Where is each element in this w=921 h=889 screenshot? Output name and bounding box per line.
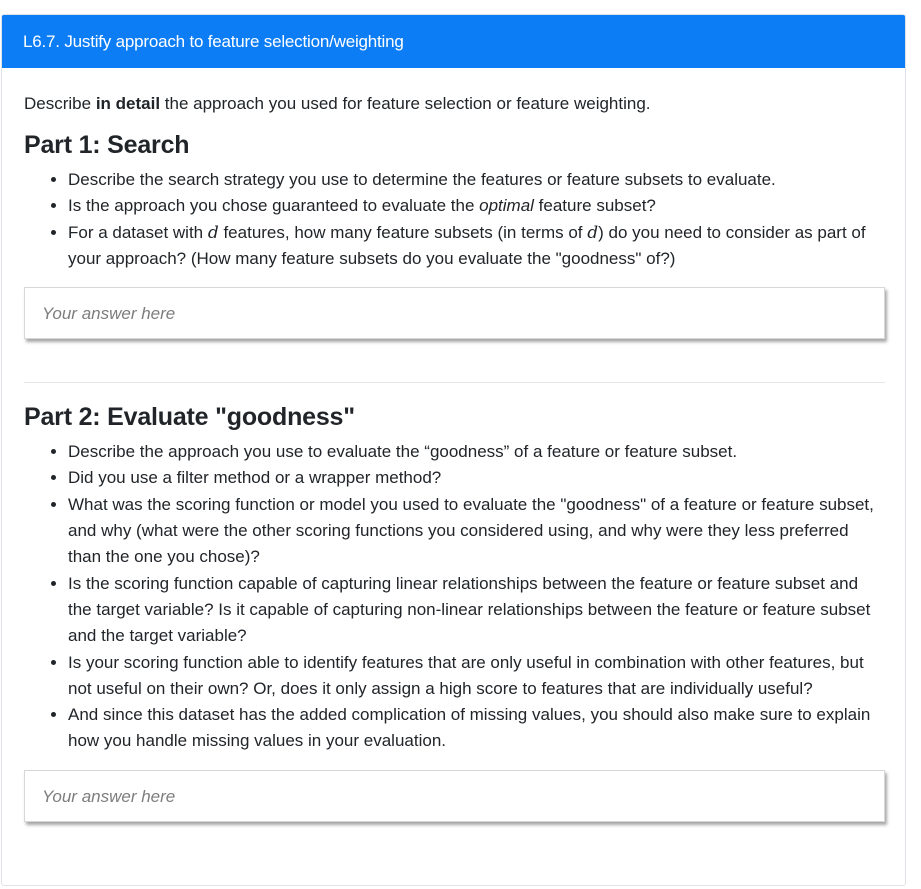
part1-list bbox=[24, 167, 885, 272]
bullet-text: For a dataset with bbox=[68, 222, 208, 242]
answer-placeholder: Your answer here bbox=[42, 786, 176, 806]
list-item: • Describe the approach you use to evaluate the “goodness” of a feature or feature subset. bbox=[68, 439, 885, 465]
list-item: • Did you use a filter method or a wrapper method? bbox=[68, 465, 885, 491]
intro-bold: in detail bbox=[95, 94, 161, 113]
list-item: • And since this dataset has the added complication of missing values, you should also make sure to explain how you handle missing values in your evaluation. bbox=[68, 702, 885, 755]
intro-text bbox=[24, 92, 885, 116]
list-item: • Is your scoring function able to identify features that are only useful in combination with other features, but not useful on their own? Or, does it only assign a high score to features that are individually useful? bbox=[68, 650, 885, 703]
part2-list bbox=[24, 439, 885, 755]
question-title: L6.7. Justify approach to feature selection/weighting bbox=[2, 15, 905, 68]
part2-answer-field[interactable] bbox=[24, 770, 885, 822]
list-item bbox=[68, 193, 885, 219]
bullet-text: ) do you need to consider as part of your approach? (How many feature subsets do you evaluate the "goodness" of?) bbox=[68, 222, 866, 268]
list-item bbox=[68, 220, 885, 273]
emphasis-text: optimal bbox=[479, 196, 534, 216]
part1-answer-field[interactable] bbox=[24, 287, 885, 339]
list-item: • What was the scoring function or model you used to evaluate the "goodness" of a feature or feature subset, and why (what were the other scoring functions you considered using, and why were they less preferred than the one you chose)? bbox=[68, 492, 885, 571]
bullet-text: features, how many feature subsets (in terms of bbox=[218, 222, 588, 242]
section-divider bbox=[24, 382, 885, 383]
question-body bbox=[2, 68, 905, 822]
answer-placeholder: Your answer here bbox=[42, 304, 176, 324]
math-variable: d bbox=[207, 222, 219, 243]
math-variable: d bbox=[587, 222, 599, 243]
bullet-text: Is the approach you chose guaranteed to evaluate the bbox=[68, 196, 480, 216]
list-item: • Is the scoring function capable of capturing linear relationships between the feature or feature subset and the target variable? Is it capable of capturing non-linear relationships between the feature or feature subset and the target variable? bbox=[68, 571, 885, 650]
intro-suffix: the approach you used for feature selection or feature weighting. bbox=[160, 94, 651, 113]
part1-heading: Part 1: Search bbox=[24, 131, 190, 159]
list-item: • Describe the search strategy you use to determine the features or feature subsets to evaluate. bbox=[68, 167, 885, 193]
intro-prefix: Describe bbox=[24, 94, 96, 113]
bullet-text: feature subset? bbox=[533, 196, 656, 216]
question-card bbox=[1, 14, 906, 886]
part2-heading: Part 2: Evaluate "goodness" bbox=[24, 403, 355, 432]
